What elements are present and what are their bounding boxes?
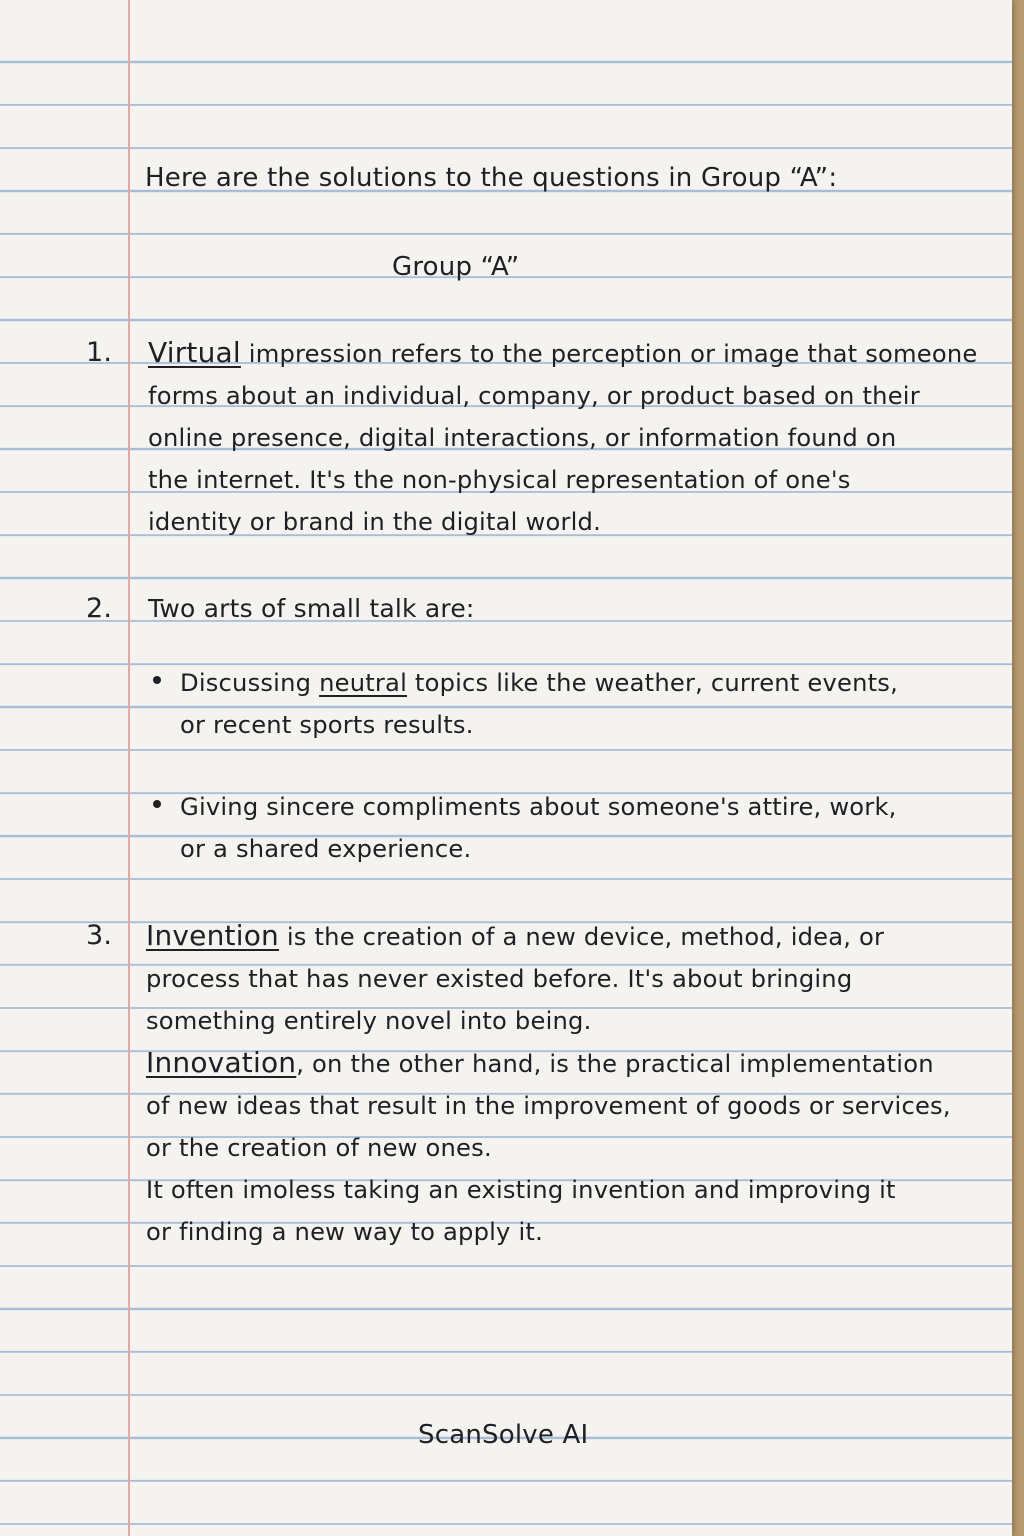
answer-2-lead: Two arts of small talk are: — [148, 594, 475, 623]
term-virtual: Virtual — [148, 336, 241, 369]
answer-3: Invention is the creation of a new device, method, idea, or process that has never existed before. It's about bringing something entirely novel into being. Innovation, on the other hand, is the practical implementation of new ideas that result in the improvement of goods or services, or the creation of new ones. It often imoless taking an existing invention and improving it or finding a new way to apply it. — [146, 919, 951, 1246]
term-innovation: Innovation — [146, 1046, 297, 1079]
group-title: Group “A” — [392, 252, 520, 282]
bullet-dot — [153, 800, 161, 808]
footer-signature: ScanSolve AI — [418, 1420, 589, 1450]
term-invention: Invention — [146, 919, 279, 952]
question-number-3: 3. — [86, 920, 113, 951]
answer-1: Virtual impression refers to the perception or image that someone forms about an individual, company, or product based on their online presence, digital interactions, or information found on the internet. It's the non-physical representation of one's identity or brand in the digital world. — [148, 336, 978, 536]
bullet-item-1: Discussing neutral topics like the weather, current events, or recent sports results. — [180, 669, 898, 739]
question-number-1: 1. — [86, 337, 113, 368]
bullet-dot — [153, 676, 161, 684]
margin-line — [128, 0, 130, 1536]
bullet-item-2: Giving sincere compliments about someone's attire, work, or a shared experience. — [180, 793, 897, 863]
question-number-2: 2. — [86, 593, 113, 624]
term-neutral: neutral — [319, 669, 407, 697]
intro-text: Here are the solutions to the questions in Group “A”: — [145, 163, 838, 193]
